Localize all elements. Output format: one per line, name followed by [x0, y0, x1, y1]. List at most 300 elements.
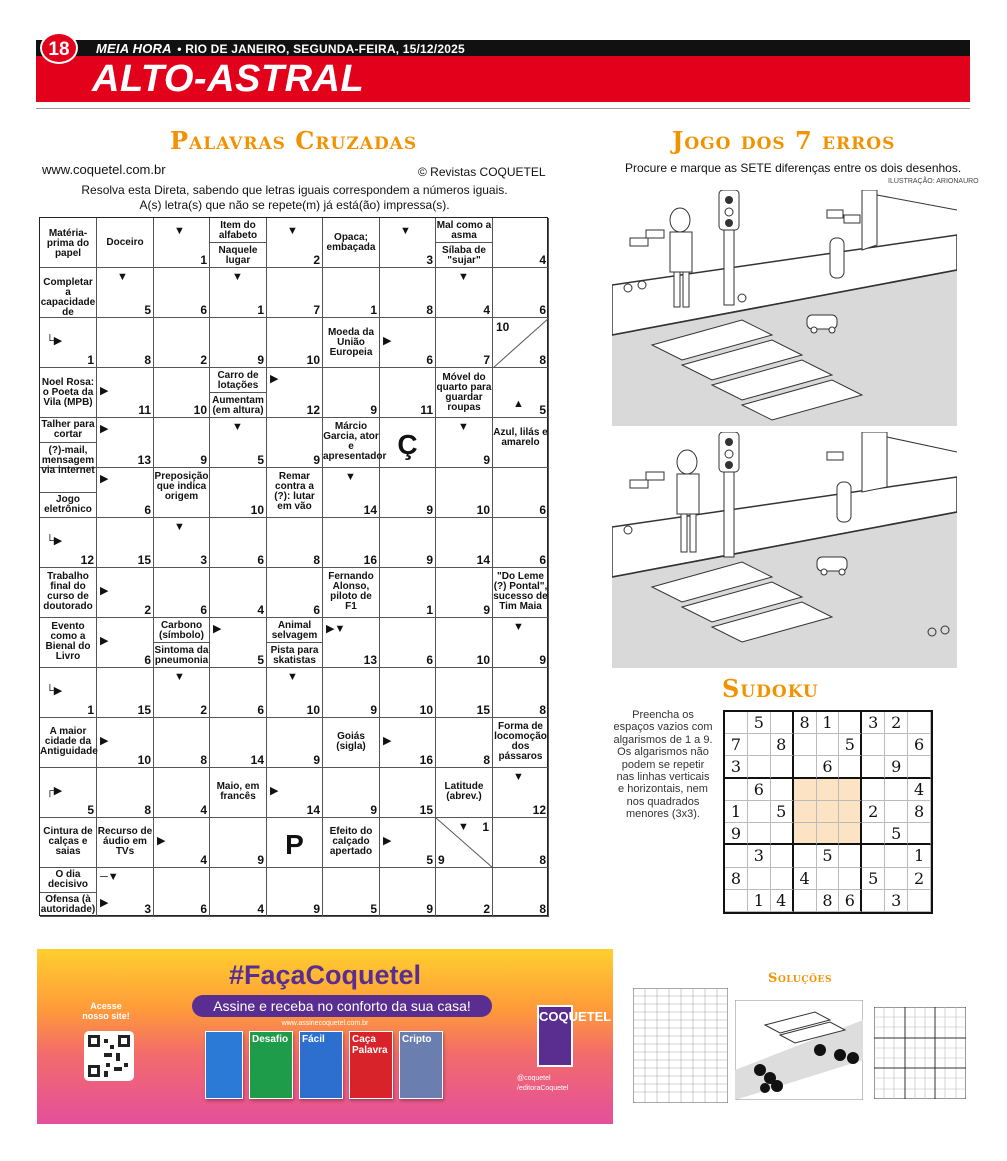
grid-cell[interactable] [267, 518, 323, 568]
clue-cell [436, 368, 493, 418]
coquetel-logo: COQUETEL [537, 1005, 573, 1067]
sudoku-cell[interactable] [839, 823, 862, 845]
sudoku-cell[interactable] [725, 712, 748, 734]
sudoku-cell[interactable] [862, 890, 885, 912]
sudoku-cell[interactable] [748, 823, 771, 845]
qr-code-icon[interactable] [84, 1031, 134, 1081]
clue-cell [40, 568, 97, 618]
seven-errors-title: Jogo dos 7 erros [672, 126, 896, 155]
grid-cell[interactable] [154, 568, 210, 618]
sudoku-cell[interactable] [885, 734, 908, 756]
sudoku-cell[interactable] [794, 756, 817, 778]
arrow-right-icon: ▶ [100, 473, 109, 485]
grid-cell[interactable] [210, 818, 267, 868]
clue-cell [436, 218, 493, 243]
grid-cell[interactable] [267, 718, 323, 768]
clue-text: Mal como a asma [436, 220, 492, 241]
instagram-handle[interactable]: @coquetel [517, 1075, 551, 1082]
grid-cell[interactable] [210, 868, 267, 917]
grid-cell[interactable] [154, 868, 210, 917]
sudoku-cell[interactable] [908, 890, 931, 912]
sudoku-cell[interactable] [817, 734, 840, 756]
sudoku-cell[interactable] [794, 845, 817, 867]
clue-cell [210, 218, 267, 243]
given-letter: P [285, 829, 304, 860]
sudoku-cell[interactable] [725, 890, 748, 912]
grid-cell[interactable] [154, 818, 210, 868]
grid-cell[interactable] [210, 568, 267, 618]
grid-cell[interactable] [323, 268, 380, 318]
cell-number: 3 [144, 902, 151, 916]
cell-number: 6 [539, 553, 546, 567]
clue-text: Matéria-prima do papel [46, 228, 90, 259]
clue-cell [40, 818, 97, 868]
sudoku-cell[interactable] [839, 801, 862, 823]
grid-cell[interactable] [97, 268, 154, 318]
grid-cell[interactable] [97, 568, 154, 618]
sudoku-cell[interactable]: 5 [771, 801, 794, 823]
sudoku-cell[interactable]: 3 [862, 712, 885, 734]
crossword-instructions [42, 183, 547, 213]
sudoku-cell[interactable]: 6 [817, 756, 840, 778]
sudoku-cell[interactable] [908, 712, 931, 734]
sudoku-cell[interactable]: 3 [725, 756, 748, 778]
grid-cell[interactable] [154, 218, 210, 268]
sudoku-cell[interactable]: 1 [908, 845, 931, 867]
grid-cell[interactable] [154, 318, 210, 368]
grid-cell[interactable] [323, 468, 380, 518]
grid-cell[interactable] [380, 368, 436, 418]
clue-cell [154, 468, 210, 518]
cell-number: 16 [419, 753, 433, 767]
sudoku-cell[interactable]: 4 [908, 779, 931, 801]
arrow-right-icon: ▶ [270, 785, 279, 797]
sudoku-cell[interactable]: 5 [885, 823, 908, 845]
grid-cell[interactable] [493, 818, 549, 868]
sudoku-cell[interactable] [725, 845, 748, 867]
clue-text: Noel Rosa: o Poeta da Vila (MPB) [41, 377, 95, 408]
grid-cell[interactable] [267, 268, 323, 318]
cell-number: 5 [144, 303, 151, 317]
cell-number: 7 [483, 353, 490, 367]
grid-cell[interactable] [40, 518, 97, 568]
sudoku-cell[interactable] [771, 823, 794, 845]
grid-cell[interactable] [380, 318, 436, 368]
cell-number: 9 [257, 853, 264, 867]
grid-cell[interactable] [40, 668, 97, 718]
sudoku-cell[interactable]: 1 [817, 712, 840, 734]
sudoku-cell[interactable] [908, 823, 931, 845]
grid-cell[interactable] [436, 568, 493, 618]
grid-cell[interactable] [380, 568, 436, 618]
arrow-right-icon: ▶ [100, 585, 109, 597]
grid-cell[interactable] [267, 768, 323, 818]
clue-text: Preposição que indica origem [154, 471, 209, 502]
clue-text: Jogo eletrônico [44, 494, 92, 515]
clue-cell [40, 718, 97, 768]
clue-cell [154, 618, 210, 643]
grid-cell[interactable] [267, 218, 323, 268]
cell-number: 8 [426, 303, 433, 317]
sudoku-cell[interactable] [748, 801, 771, 823]
crossword-site: www.coquetel.com.br [42, 162, 166, 177]
sudoku-cell[interactable]: 7 [725, 734, 748, 756]
clue-text: Márcio Garcia, ator e apresentador [323, 421, 387, 462]
sudoku-cell[interactable] [817, 823, 840, 845]
cell-number: 9 [539, 653, 546, 667]
grid-cell[interactable] [380, 818, 436, 868]
grid-cell[interactable] [436, 618, 493, 668]
clue-cell [323, 568, 380, 618]
sudoku-cell[interactable] [839, 868, 862, 890]
sudoku-cell[interactable] [862, 779, 885, 801]
clue-text: Azul, lilás e amarelo [493, 427, 548, 448]
grid-cell[interactable] [210, 318, 267, 368]
clue-cell [40, 268, 97, 318]
arrow-right-icon: ▶ [100, 635, 109, 647]
sudoku-cell[interactable] [839, 756, 862, 778]
grid-cell[interactable] [154, 418, 210, 468]
sudoku-cell[interactable]: 8 [725, 868, 748, 890]
clue-cell [40, 368, 97, 418]
sudoku-cell[interactable]: 5 [748, 712, 771, 734]
grid-cell[interactable] [436, 268, 493, 318]
clue-cell [210, 393, 267, 418]
sudoku-cell[interactable] [794, 890, 817, 912]
cell-number: 12 [532, 803, 546, 817]
grid-cell[interactable] [380, 218, 436, 268]
sudoku-cell[interactable] [908, 756, 931, 778]
grid-cell[interactable] [210, 618, 267, 668]
grid-cell[interactable] [380, 868, 436, 917]
clue-cell [493, 718, 549, 768]
sudoku-cell[interactable]: 4 [771, 890, 794, 912]
cell-number: 6 [426, 353, 433, 367]
grid-cell[interactable] [40, 318, 97, 368]
sudoku-cell[interactable]: 9 [725, 823, 748, 845]
arrow-corner-icon: ┌▶ [46, 785, 63, 797]
cell-number: 9 [313, 753, 320, 767]
grid-cell[interactable] [210, 668, 267, 718]
grid-cell[interactable] [97, 718, 154, 768]
clue-text: O dia decisivo [47, 869, 89, 890]
sudoku-cell[interactable]: 2 [862, 801, 885, 823]
grid-cell[interactable] [380, 268, 436, 318]
sudoku-cell[interactable] [748, 868, 771, 890]
cell-number: 9 [313, 902, 320, 916]
scene-top [612, 190, 957, 426]
clue-cell [267, 643, 323, 668]
grid-cell[interactable] [436, 718, 493, 768]
sudoku-cell[interactable]: 1 [748, 890, 771, 912]
split-cell[interactable] [493, 318, 549, 368]
grid-cell[interactable] [436, 868, 493, 917]
grid-cell[interactable] [97, 768, 154, 818]
cell-number: 1 [87, 353, 94, 367]
grid-cell[interactable] [210, 418, 267, 468]
grid-cell[interactable] [436, 418, 493, 468]
clue-text: Trabalho final do curso de doutorado [43, 571, 93, 612]
facebook-handle[interactable]: /editoraCoquetel [517, 1085, 569, 1092]
grid-cell[interactable] [323, 518, 380, 568]
sudoku-cell[interactable] [817, 868, 840, 890]
sudoku-cell[interactable] [862, 734, 885, 756]
cell-number: 3 [426, 253, 433, 267]
grid-cell[interactable] [493, 368, 549, 418]
sudoku-cell[interactable] [794, 801, 817, 823]
cell-number: 6 [200, 902, 207, 916]
clue-text: Forma de locomoção dos pássaros [494, 721, 547, 762]
sudoku-cell[interactable]: 8 [771, 734, 794, 756]
arrow-corner-icon: └▶ [46, 335, 63, 347]
grid-cell[interactable] [493, 518, 549, 568]
grid-cell[interactable] [154, 768, 210, 818]
clue-cell [154, 643, 210, 668]
clue-cell [40, 493, 97, 518]
sudoku-cell[interactable] [794, 779, 817, 801]
cell-number: 1 [200, 253, 207, 267]
grid-cell[interactable] [97, 418, 154, 468]
grid-cell[interactable] [436, 468, 493, 518]
grid-cell[interactable] [493, 668, 549, 718]
cell-number: 8 [539, 902, 546, 916]
cell-number: 2 [200, 353, 207, 367]
cell-number: 6 [200, 603, 207, 617]
cell-number: 8 [539, 703, 546, 717]
sudoku-cell[interactable] [885, 779, 908, 801]
sudoku-cell[interactable] [839, 779, 862, 801]
arrow-down-icon: ▼ [287, 225, 298, 237]
grid-cell[interactable] [210, 518, 267, 568]
sudoku-cell[interactable] [748, 756, 771, 778]
sudoku-cell[interactable]: 6 [839, 890, 862, 912]
arrow-down-icon: ▼ [232, 421, 243, 433]
clue-cell [40, 868, 97, 893]
sudoku-cell[interactable]: 3 [885, 890, 908, 912]
cell-number: 14 [363, 503, 377, 517]
sudoku-cell[interactable]: 5 [862, 868, 885, 890]
cell-number: 6 [426, 653, 433, 667]
cell-number: 8 [144, 353, 151, 367]
magazine-cover [299, 1031, 343, 1099]
cell-number: 15 [476, 703, 490, 717]
cell-number: 8 [200, 753, 207, 767]
cell-number: 1 [257, 303, 264, 317]
cell-number: 4 [200, 803, 207, 817]
arrow-right-icon: ▶ [157, 835, 166, 847]
grid-cell[interactable] [267, 568, 323, 618]
cell-number: 8 [539, 853, 546, 867]
cell-number: 2 [483, 902, 490, 916]
grid-cell[interactable] [210, 718, 267, 768]
grid-cell[interactable] [380, 618, 436, 668]
arrow-down-icon: ▼ [458, 821, 469, 833]
grid-cell[interactable] [436, 318, 493, 368]
magazine-title: Cripto [402, 1034, 432, 1045]
sudoku-cell[interactable] [794, 734, 817, 756]
grid-cell[interactable] [493, 268, 549, 318]
sudoku-cell[interactable] [748, 734, 771, 756]
arrow-down-icon: ▼ [513, 771, 524, 783]
cell-number: 1 [426, 603, 433, 617]
grid-cell[interactable] [323, 668, 380, 718]
sudoku-cell[interactable] [817, 801, 840, 823]
cell-number: 4 [483, 303, 490, 317]
sudoku-cell[interactable]: 2 [908, 868, 931, 890]
cell-number: 5 [257, 453, 264, 467]
grid-cell[interactable] [380, 768, 436, 818]
cell-number: 9 [257, 353, 264, 367]
grid-cell[interactable] [436, 518, 493, 568]
grid-cell[interactable] [154, 368, 210, 418]
sudoku-cell[interactable]: 6 [748, 779, 771, 801]
grid-cell[interactable] [267, 868, 323, 917]
clue-text: Item do alfabeto [218, 220, 258, 241]
cell-number: 5 [257, 653, 264, 667]
cell-number: 1 [482, 820, 489, 834]
sudoku-cell[interactable]: 6 [908, 734, 931, 756]
sudoku-cell[interactable] [725, 779, 748, 801]
cell-number: 4 [257, 902, 264, 916]
clue-text: Carro de lotações [217, 370, 259, 391]
grid-cell[interactable] [323, 868, 380, 917]
cell-number: 9 [483, 453, 490, 467]
grid-cell[interactable] [154, 268, 210, 318]
sudoku-cell[interactable] [862, 823, 885, 845]
sudoku-grid [723, 710, 933, 914]
sudoku-cell[interactable] [771, 868, 794, 890]
sudoku-cell[interactable] [771, 712, 794, 734]
cell-number: 9 [426, 902, 433, 916]
grid-cell[interactable] [154, 668, 210, 718]
cell-number: 13 [137, 453, 151, 467]
sudoku-cell[interactable] [771, 845, 794, 867]
grid-cell[interactable] [493, 468, 549, 518]
magazine-title: Fácil [302, 1034, 325, 1045]
grid-cell[interactable] [97, 868, 154, 917]
cell-number: 10 [306, 703, 320, 717]
cell-number: 9 [370, 703, 377, 717]
grid-cell[interactable] [267, 368, 323, 418]
arrow-down-icon: ▼ [513, 621, 524, 633]
arrow-up-icon: ▲ [513, 398, 524, 410]
cell-number: 16 [363, 553, 377, 567]
cell-number: 5 [539, 403, 546, 417]
sudoku-cell[interactable] [862, 756, 885, 778]
grid-cell[interactable] [97, 318, 154, 368]
sudoku-cell[interactable]: 8 [908, 801, 931, 823]
grid-cell[interactable] [436, 668, 493, 718]
sudoku-cell[interactable]: 8 [794, 712, 817, 734]
sudoku-cell[interactable] [885, 801, 908, 823]
sudoku-cell[interactable]: 5 [839, 734, 862, 756]
cell-number: 14 [476, 553, 490, 567]
clue-cell [436, 243, 493, 268]
clue-text: Pista para skatistas [270, 645, 319, 666]
sudoku-cell[interactable] [794, 823, 817, 845]
sudoku-cell[interactable] [771, 756, 794, 778]
cell-number: 10 [496, 320, 510, 334]
grid-cell[interactable] [493, 218, 549, 268]
grid-cell[interactable] [323, 618, 380, 668]
grid-cell[interactable] [210, 468, 267, 518]
brand-name: MEIA HORA [96, 41, 172, 56]
sudoku-cell[interactable] [817, 779, 840, 801]
sudoku-cell[interactable]: 1 [725, 801, 748, 823]
arrow-right-icon: ▶ [100, 897, 109, 909]
cell-number: 7 [313, 303, 320, 317]
grid-cell[interactable] [40, 768, 97, 818]
grid-cell[interactable] [493, 618, 549, 668]
sudoku-cell[interactable] [839, 712, 862, 734]
cell-number: 6 [144, 503, 151, 517]
grid-cell[interactable] [210, 268, 267, 318]
grid-cell[interactable] [267, 668, 323, 718]
clue-cell [267, 618, 323, 643]
ad-url[interactable]: www.assinecoquetel.com.br [281, 1020, 369, 1027]
arrow-right-icon: ▶ [383, 735, 392, 747]
sudoku-cell[interactable]: 2 [885, 712, 908, 734]
grid-cell[interactable] [323, 368, 380, 418]
grid-cell[interactable] [97, 518, 154, 568]
cell-number: 10 [250, 503, 264, 517]
sudoku-cell[interactable] [771, 779, 794, 801]
clue-text: Naquele lugar [218, 245, 258, 266]
cell-number: 9 [426, 503, 433, 517]
grid-cell[interactable] [97, 618, 154, 668]
cell-number: 4 [539, 253, 546, 267]
grid-cell[interactable] [380, 718, 436, 768]
grid-cell[interactable] [97, 468, 154, 518]
grid-cell[interactable] [380, 668, 436, 718]
sudoku-cell[interactable]: 4 [794, 868, 817, 890]
grid-cell[interactable] [380, 468, 436, 518]
grid-cell[interactable] [493, 868, 549, 917]
solutions-title: Soluções [768, 971, 833, 986]
clue-text: Evento como a Bienal do Livro [45, 621, 91, 662]
cell-number: 8 [313, 553, 320, 567]
grid-cell[interactable] [380, 418, 436, 468]
grid-cell[interactable] [154, 718, 210, 768]
cell-number: 6 [257, 553, 264, 567]
arrow-corner-icon: ─▼ [100, 871, 119, 883]
masthead [96, 41, 465, 56]
clue-cell [493, 568, 549, 618]
grid-cell[interactable] [97, 668, 154, 718]
arrow-right-icon: ▶ [100, 735, 109, 747]
grid-cell[interactable] [267, 418, 323, 468]
grid-cell[interactable] [267, 818, 323, 868]
sudoku-cell[interactable] [885, 868, 908, 890]
sudoku-cell[interactable] [839, 845, 862, 867]
grid-cell[interactable] [267, 318, 323, 368]
ad-banner[interactable] [37, 949, 613, 1124]
sudoku-cell[interactable] [885, 845, 908, 867]
grid-cell[interactable] [154, 518, 210, 568]
sudoku-cell[interactable]: 9 [885, 756, 908, 778]
split-cell[interactable] [436, 818, 493, 868]
grid-cell[interactable] [323, 768, 380, 818]
sudoku-cell[interactable] [862, 845, 885, 867]
cell-number: 12 [80, 553, 94, 567]
grid-cell[interactable] [493, 768, 549, 818]
grid-cell[interactable] [380, 518, 436, 568]
grid-cell[interactable] [97, 368, 154, 418]
page-number: 18 [40, 32, 78, 64]
sudoku-cell[interactable]: 5 [817, 845, 840, 867]
sudoku-cell[interactable]: 3 [748, 845, 771, 867]
sudoku-cell[interactable]: 8 [817, 890, 840, 912]
